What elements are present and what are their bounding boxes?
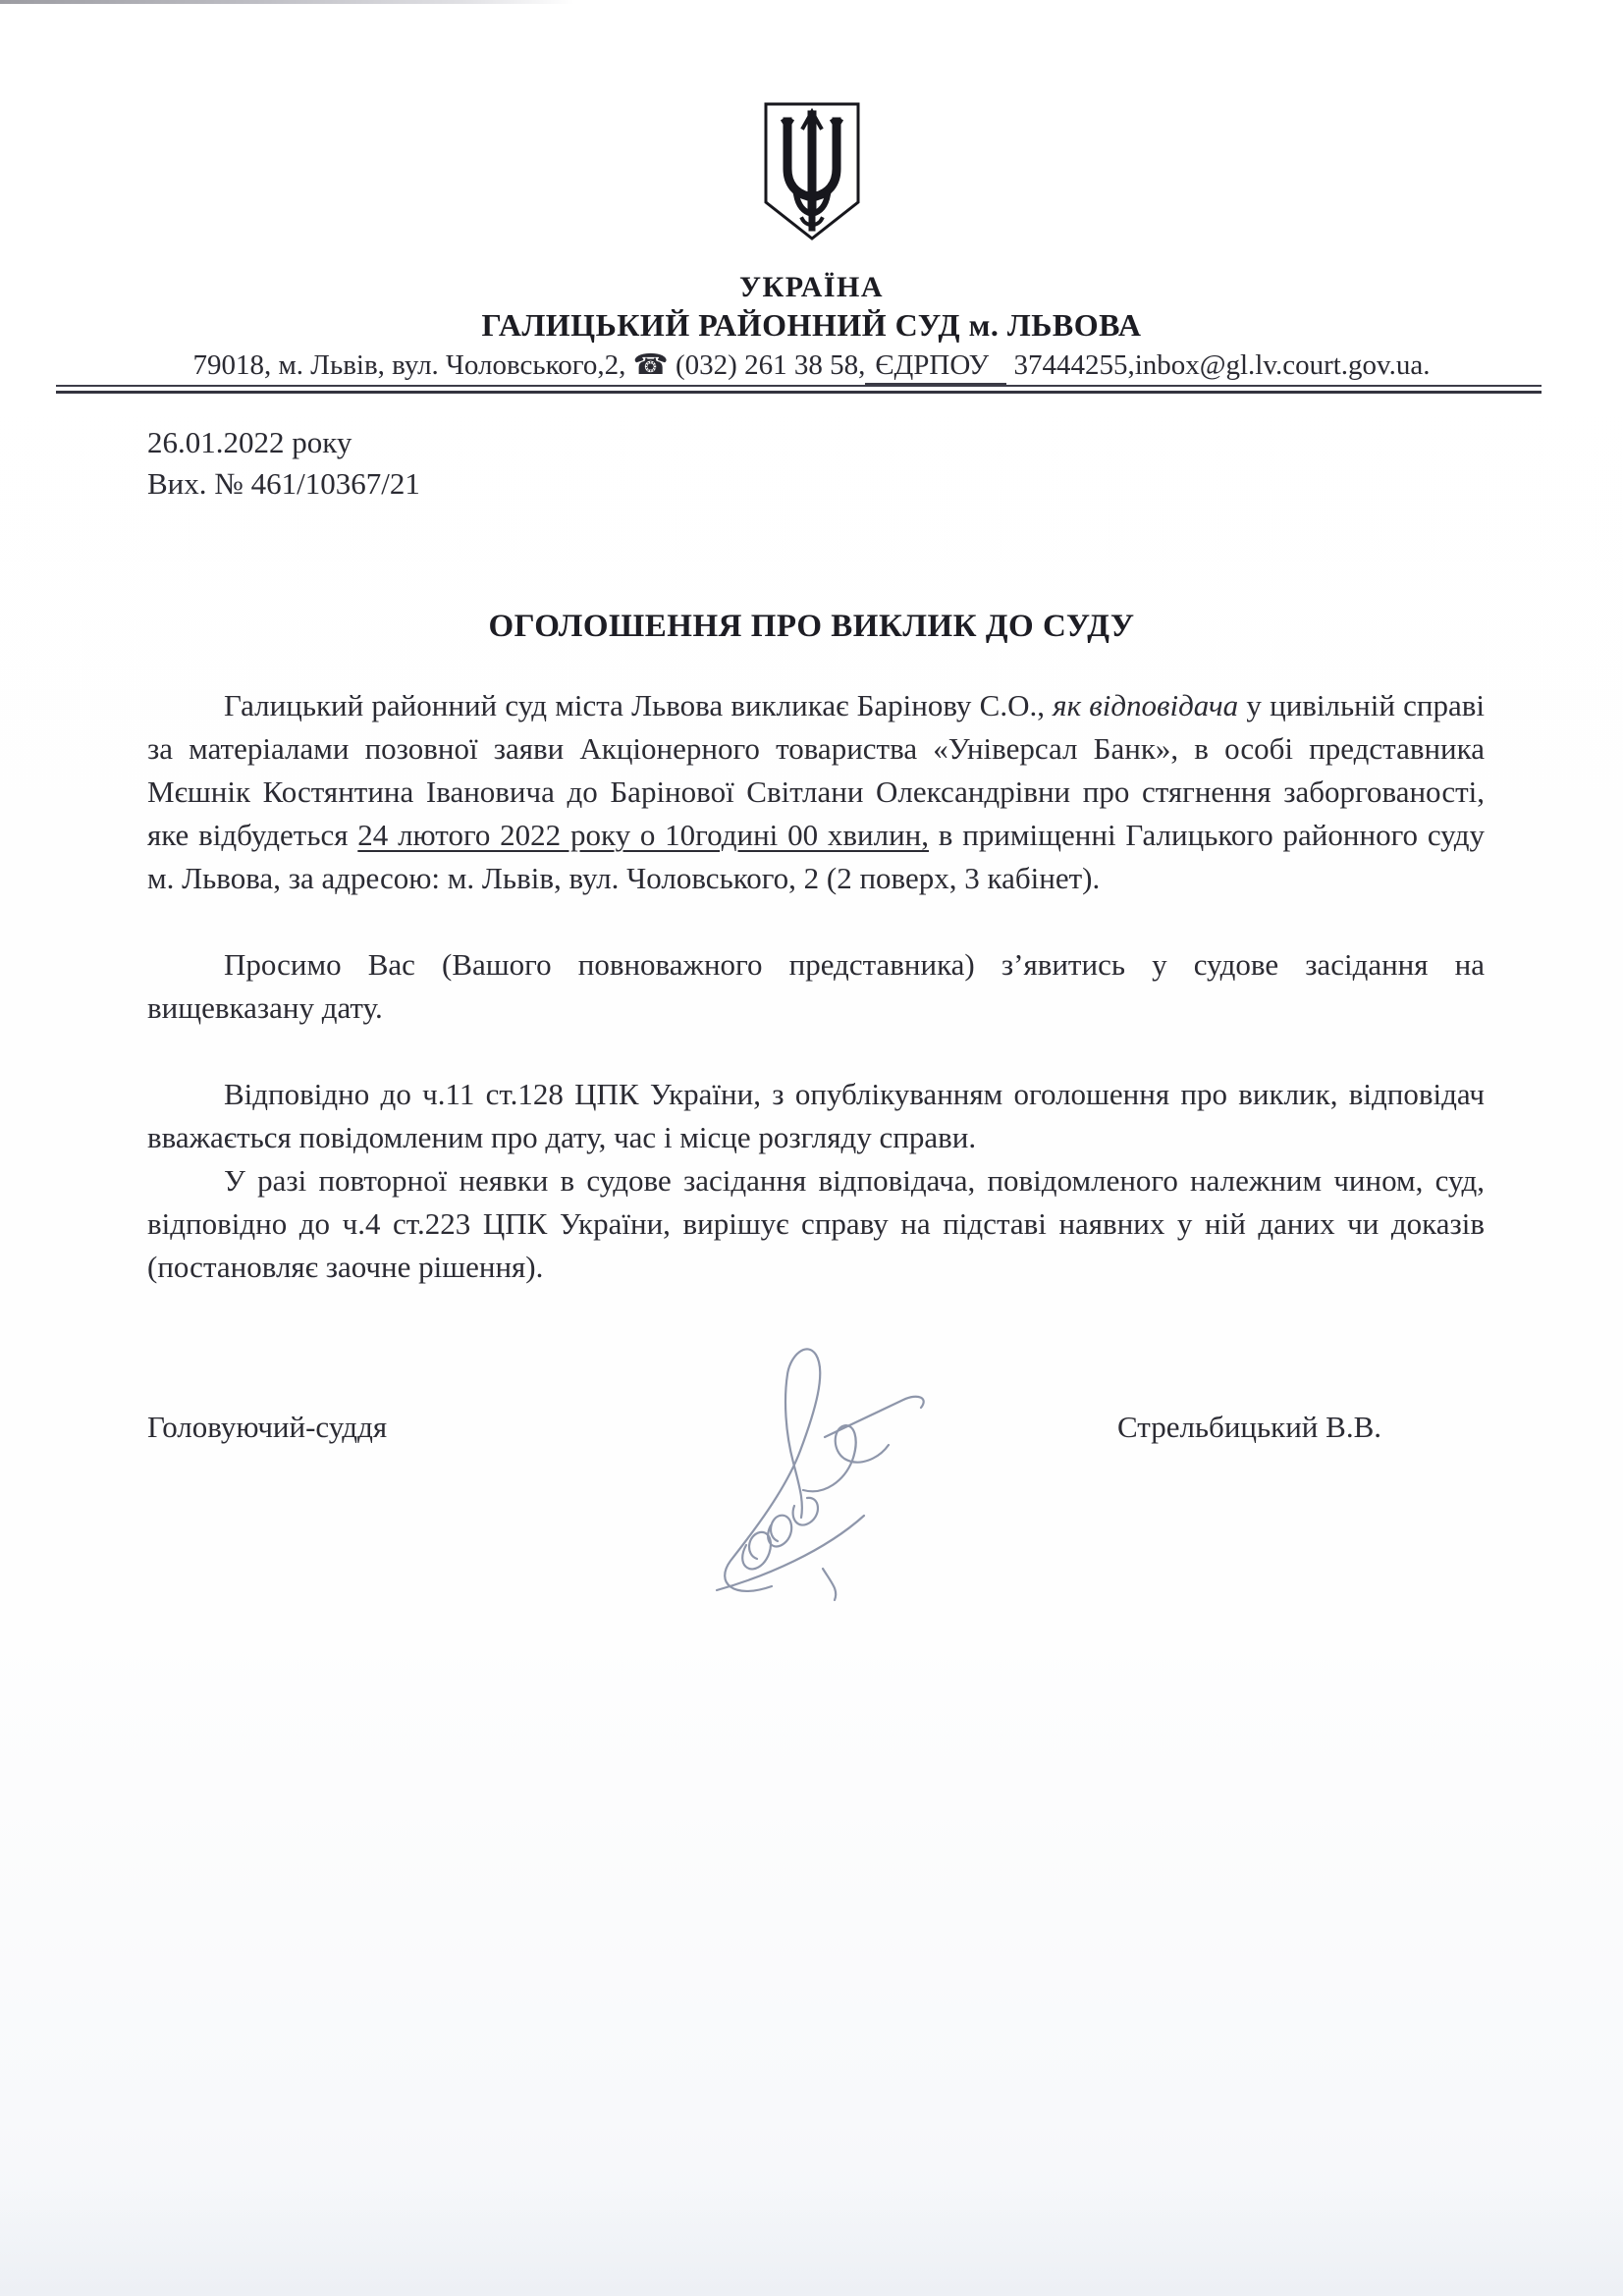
judge-name: Стрельбицький В.В.	[1117, 1410, 1381, 1444]
paragraph-summons	[147, 684, 1485, 900]
scan-artifact-bottom-haze	[0, 2178, 1623, 2296]
court-address-line	[0, 347, 1623, 382]
summons-case-text: у цивільній справі за матеріалами позовної заяви Акціонерного товариства «Універсал Банк», в особі представника Мєшнік Костянтина Івановича до Барінової Світлани Олександрівни про стягнення заборгованості, яке відбудеться	[147, 688, 1486, 852]
hearing-datetime-underlined: 24 лютого 2022 року о 10годині 00 хвилин,	[357, 818, 930, 852]
address-text: 79018, м. Львів, вул. Чоловського,2,	[192, 349, 633, 381]
outgoing-number: Вих. № 461/10367/21	[147, 466, 420, 501]
document-title: ОГОЛОШЕННЯ ПРО ВИКЛИК ДО СУДУ	[488, 609, 1135, 644]
handwritten-signature	[676, 1343, 1000, 1618]
court-name: ГАЛИЦЬКИЙ РАЙОННИЙ СУД м. ЛЬВОВА	[481, 307, 1142, 343]
edrpou-label: ЄДРПОУ	[865, 349, 1006, 385]
summons-text: Галицький районний суд міста Львова викликає Барінову С.О.,	[224, 688, 1054, 722]
summons-role-italic: як відповідача	[1053, 688, 1239, 722]
paragraph-cpc-128: Відповідно до ч.11 ст.128 ЦПК України, з опублікуванням оголошення про виклик, відповідач вважається повідомленим про дату, час і місце розгляду справи.	[147, 1077, 1485, 1154]
letter-date: 26.01.2022 року	[147, 425, 352, 459]
letter-body	[147, 684, 1485, 1289]
ukraine-trident-emblem-icon	[757, 100, 867, 245]
phone-icon: ☎	[632, 347, 669, 381]
scan-artifact-top-edge	[0, 0, 574, 4]
hearing-location-text: в приміщенні Галицького районного суду м. Львова, за адресою: м. Львів, вул. Чоловського, 2 (2 поверх, 3 кабінет).	[147, 818, 1485, 895]
letterhead-divider-rule	[56, 385, 1542, 394]
country-name: УКРАЇНА	[738, 271, 885, 303]
paragraph-cpc-223: У разі повторної неявки в судове засідання відповідача, повідомленого належним чином, суд, відповідно до ч.4 ст.223 ЦПК України, вирішує справу на підставі наявних у ній даних чи доказів (постановляє заочне рішення).	[147, 1163, 1485, 1284]
judge-role-label: Головуючий-суддя	[147, 1410, 388, 1444]
paragraph-request-appear: Просимо Вас (Вашого повноважного представника) з’явитись у судове засідання на вищевказану дату.	[147, 947, 1485, 1025]
phone-number: (032) 261 38 58,	[668, 349, 866, 381]
letter-meta-block	[147, 422, 420, 505]
edrpou-number-email: 37444255,inbox@gl.lv.court.gov.ua.	[1006, 349, 1431, 381]
